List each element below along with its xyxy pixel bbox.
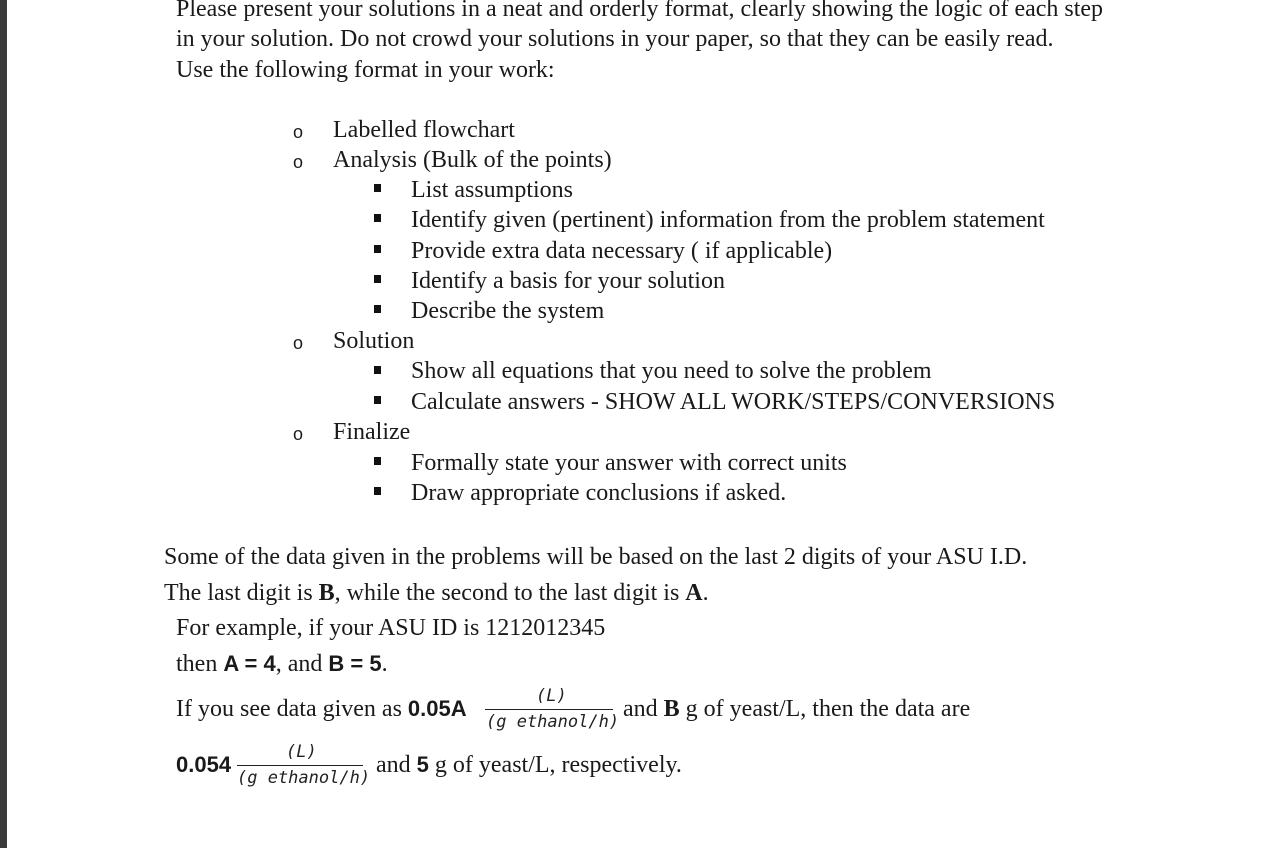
square-bullet — [374, 305, 381, 313]
sub-item-conclusions: Draw appropriate conclusions if asked. — [411, 480, 787, 506]
sub-item-given-info: Identify given (pertinent) information from the problem statement — [411, 207, 1045, 233]
outer-bullet-3: o — [293, 333, 304, 353]
sub-item-calculate: Calculate answers - SHOW ALL WORK/STEPS/CONVERSIONS — [411, 389, 1056, 415]
square-bullet — [374, 487, 381, 495]
square-bullet — [374, 366, 381, 374]
intro-line-2: in your solution. Do not crowd your solutions in your paper, so that they can be easily read. — [176, 26, 1054, 52]
fraction-numerator: (L) — [286, 742, 317, 762]
example-line-4-post: and 5 g of yeast/L, respectively. — [376, 752, 682, 778]
square-bullet — [374, 184, 381, 192]
fraction-bar — [485, 709, 613, 710]
square-bullet — [374, 245, 381, 253]
fraction-denominator: (g ethanol/h) — [486, 712, 620, 732]
sub-item-equations: Show all equations that you need to solve the problem — [411, 358, 932, 384]
list-item-analysis: Analysis (Bulk of the points) — [333, 147, 612, 173]
square-bullet — [374, 396, 381, 404]
example-line-4-value: 0.054 — [176, 752, 232, 777]
example-line-2: then A = 4, and B = 5. — [176, 651, 388, 677]
example-line-3-pre: If you see data given as 0.05A — [176, 696, 467, 722]
data-note-line-1: Some of the data given in the problems will be based on the last 2 digits of your ASU I.D. — [164, 544, 1028, 570]
square-bullet — [374, 457, 381, 465]
intro-line-1: Please present your solutions in a neat and orderly format, clearly showing the logic of each step — [176, 0, 1104, 22]
fraction-denominator: (g ethanol/h) — [237, 768, 371, 788]
sub-item-extra-data: Provide extra data necessary ( if applicable) — [411, 238, 833, 264]
outer-bullet-1: o — [293, 122, 304, 142]
sub-item-state-answer: Formally state your answer with correct units — [411, 450, 847, 476]
sub-item-system: Describe the system — [411, 298, 605, 324]
sub-item-assumptions: List assumptions — [411, 177, 574, 203]
list-item-finalize: Finalize — [333, 419, 411, 445]
square-bullet — [374, 214, 381, 222]
list-item-solution: Solution — [333, 328, 415, 354]
outer-bullet-2: o — [293, 152, 304, 172]
sub-item-basis: Identify a basis for your solution — [411, 268, 725, 294]
square-bullet — [374, 275, 381, 283]
example-line-3-post: and B g of yeast/L, then the data are — [623, 696, 971, 722]
outer-bullet-4: o — [293, 424, 304, 444]
example-line-1: For example, if your ASU ID is 1212012345 — [176, 615, 606, 641]
intro-line-3: Use the following format in your work: — [176, 57, 555, 83]
fraction-bar — [237, 765, 363, 766]
fraction-numerator: (L) — [536, 686, 567, 706]
data-note-line-2: The last digit is B, while the second to the last digit is A. — [164, 580, 709, 606]
list-item-flowchart: Labelled flowchart — [333, 117, 515, 143]
page-left-edge — [0, 0, 7, 848]
